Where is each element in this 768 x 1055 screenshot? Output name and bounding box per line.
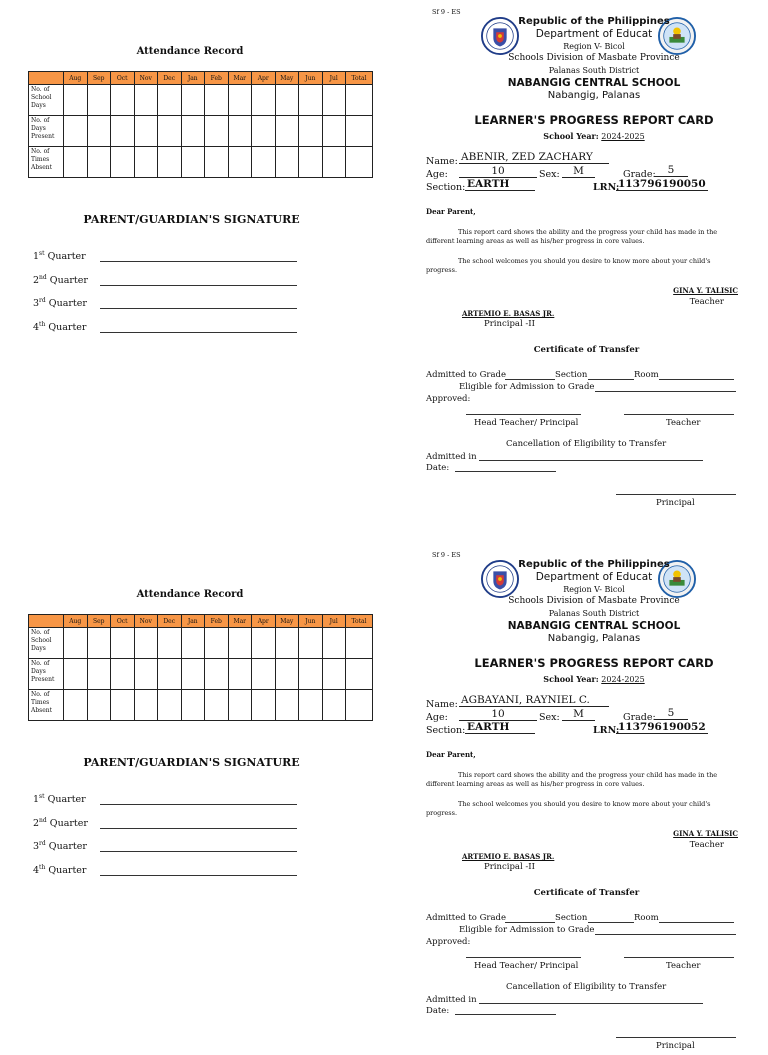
- attendance-cell[interactable]: [252, 690, 276, 721]
- admitted-grade-line[interactable]: [505, 379, 555, 380]
- quarter-label: [33, 793, 86, 805]
- attendance-cell[interactable]: [346, 659, 373, 690]
- month-header: Feb: [205, 72, 229, 85]
- letter-paragraph: [426, 771, 738, 789]
- quarter-suffix: th: [39, 321, 46, 328]
- room-label: Room: [634, 370, 659, 380]
- letter-paragraph-text: This report card shows the ability and the progress your child has made in the different learning areas as well as his/her progress in core values.: [426, 771, 718, 788]
- grade-label: Grade:: [623, 712, 656, 723]
- attendance-cell[interactable]: [322, 85, 346, 116]
- school-year-value: 2024-2025: [601, 132, 645, 141]
- table-row: [29, 116, 373, 147]
- month-header: Nov: [134, 72, 158, 85]
- attendance-cell[interactable]: [322, 147, 346, 178]
- table-row: [29, 85, 373, 116]
- transfer-teacher-label: Teacher: [666, 961, 701, 971]
- attendance-table: [28, 71, 373, 178]
- admitted-in-line[interactable]: [479, 460, 703, 461]
- attendance-cell[interactable]: [64, 85, 88, 116]
- total-header: Total: [346, 72, 373, 85]
- eligible-label: Eligible for Admission to Grade: [459, 925, 595, 935]
- section-line[interactable]: [588, 922, 634, 923]
- attendance-cell[interactable]: [205, 147, 229, 178]
- attendance-cell[interactable]: [322, 116, 346, 147]
- month-header: Feb: [205, 615, 229, 628]
- quarter-signature-line[interactable]: [100, 875, 297, 876]
- attendance-cell[interactable]: [346, 147, 373, 178]
- admitted-grade-line[interactable]: [505, 922, 555, 923]
- attendance-cell[interactable]: [87, 85, 111, 116]
- attendance-cell[interactable]: [275, 85, 299, 116]
- region-text: Region V- Bicol: [563, 585, 625, 594]
- quarter-number: 2: [33, 818, 40, 830]
- row-label: No. of School Days: [29, 85, 64, 116]
- row-label: No. of Days Present: [29, 116, 64, 147]
- division-text: Schools Division of Masbate Province: [508, 53, 680, 63]
- attendance-cell[interactable]: [134, 85, 158, 116]
- attendance-cell[interactable]: [228, 147, 252, 178]
- admitted-in-label: Admitted in: [426, 995, 477, 1005]
- attendance-cell[interactable]: [181, 690, 205, 721]
- teacher-signature-line[interactable]: [624, 957, 734, 958]
- section-line[interactable]: [588, 379, 634, 380]
- attendance-cell[interactable]: [299, 147, 323, 178]
- cancellation-title: Cancellation of Eligibility to Transfer: [506, 439, 667, 449]
- quarter-word: Quarter: [49, 275, 88, 287]
- quarter-number: 1: [33, 251, 40, 263]
- attendance-cell[interactable]: [158, 85, 182, 116]
- month-header: Aug: [64, 615, 88, 628]
- attendance-cell[interactable]: [275, 628, 299, 659]
- month-header: Sep: [87, 72, 111, 85]
- principal-role: Principal -II: [484, 319, 535, 329]
- month-header: Jul: [322, 72, 346, 85]
- form-code: Sf 9 - ES: [432, 8, 461, 16]
- quarter-number: 3: [33, 841, 40, 853]
- eligible-label: Eligible for Admission to Grade: [459, 382, 595, 392]
- attendance-cell[interactable]: [346, 85, 373, 116]
- attendance-cell[interactable]: [205, 628, 229, 659]
- admitted-grade-label: Admitted to Grade: [426, 370, 506, 380]
- head-teacher-label: Head Teacher/ Principal: [474, 961, 579, 971]
- section-label: Section:: [426, 725, 466, 736]
- month-header: Mar: [228, 72, 252, 85]
- attendance-cell[interactable]: [205, 690, 229, 721]
- principal-name: ARTEMIO E. BASAS JR.: [462, 852, 555, 861]
- student-sex: M: [562, 709, 595, 721]
- sex-label: Sex:: [539, 712, 560, 723]
- attendance-cell[interactable]: [111, 147, 135, 178]
- attendance-cell[interactable]: [134, 147, 158, 178]
- school-year: [424, 674, 764, 684]
- attendance-cell[interactable]: [64, 659, 88, 690]
- date-label: Date:: [426, 463, 450, 473]
- letter-paragraph: [426, 228, 738, 246]
- grade-label: Grade:: [623, 169, 656, 180]
- back-page: [0, 543, 384, 1055]
- attendance-cell[interactable]: [252, 85, 276, 116]
- student-sex: M: [562, 166, 595, 178]
- attendance-cell[interactable]: [87, 147, 111, 178]
- quarter-number: 4: [33, 322, 40, 334]
- month-header: May: [275, 615, 299, 628]
- school-year-label: School Year:: [543, 131, 599, 141]
- row-label: No. of Times Absent: [29, 147, 64, 178]
- attendance-header-row: [29, 72, 373, 85]
- attendance-cell[interactable]: [181, 116, 205, 147]
- row-label: No. of Times Absent: [29, 690, 64, 721]
- lrn-label: LRN:: [593, 182, 620, 193]
- teacher-name: GINA Y. TALISIC: [673, 829, 738, 838]
- date-line[interactable]: [455, 471, 556, 472]
- student-grade: 5: [654, 165, 688, 177]
- name-label: Name:: [426, 156, 458, 167]
- quarter-signature-line[interactable]: [100, 851, 297, 852]
- quarter-label: [33, 840, 87, 852]
- attendance-corner-cell: [29, 72, 64, 85]
- month-header: Jan: [181, 615, 205, 628]
- attendance-cell[interactable]: [299, 116, 323, 147]
- quarter-suffix: st: [39, 793, 45, 800]
- section-label: Section:: [426, 182, 466, 193]
- attendance-cell[interactable]: [134, 116, 158, 147]
- school-year-label: School Year:: [543, 674, 599, 684]
- report-card-title: LEARNER'S PROGRESS REPORT CARD: [474, 656, 714, 670]
- letter-paragraph: [426, 257, 738, 275]
- department-text: Department of Educat: [535, 28, 653, 40]
- table-row: [29, 659, 373, 690]
- quarter-suffix: st: [39, 250, 45, 257]
- attendance-cell[interactable]: [252, 147, 276, 178]
- quarter-signature-line[interactable]: [100, 308, 297, 309]
- attendance-cell[interactable]: [275, 659, 299, 690]
- month-header: Aug: [64, 72, 88, 85]
- month-header: Dec: [158, 72, 182, 85]
- attendance-cell[interactable]: [228, 690, 252, 721]
- attendance-cell[interactable]: [322, 628, 346, 659]
- certificate-title: Certificate of Transfer: [533, 345, 640, 355]
- attendance-table: [28, 614, 373, 721]
- eligible-line[interactable]: [595, 391, 736, 392]
- principal-role: Principal -II: [484, 862, 535, 872]
- attendance-cell[interactable]: [322, 690, 346, 721]
- quarter-word: Quarter: [48, 298, 87, 310]
- attendance-cell[interactable]: [275, 147, 299, 178]
- name-label: Name:: [426, 699, 458, 710]
- admitted-in-label: Admitted in: [426, 452, 477, 462]
- quarter-label: [33, 274, 88, 286]
- attendance-cell[interactable]: [205, 659, 229, 690]
- cancellation-principal-label: Principal: [656, 498, 695, 508]
- table-row: [29, 147, 373, 178]
- quarter-signature-line[interactable]: [100, 285, 297, 286]
- cancellation-title: Cancellation of Eligibility to Transfer: [506, 982, 667, 992]
- student-name: ABENIR, ZED ZACHARY: [459, 152, 609, 164]
- attendance-cell[interactable]: [134, 659, 158, 690]
- student-age: 10: [459, 166, 537, 178]
- student-section: EARTH: [465, 722, 535, 734]
- school-year-value: 2024-2025: [601, 675, 645, 684]
- attendance-cell[interactable]: [228, 628, 252, 659]
- front-page: [384, 543, 768, 1055]
- attendance-cell[interactable]: [111, 659, 135, 690]
- attendance-title: Attendance Record: [136, 589, 244, 600]
- quarter-signature-line[interactable]: [100, 804, 297, 805]
- quarter-label: [33, 250, 86, 262]
- attendance-cell[interactable]: [158, 116, 182, 147]
- month-header: Jun: [299, 615, 323, 628]
- principal-signature-line[interactable]: [616, 1037, 736, 1038]
- month-header: Apr: [252, 72, 276, 85]
- sex-label: Sex:: [539, 169, 560, 180]
- age-label: Age:: [426, 169, 448, 180]
- quarter-suffix: rd: [39, 297, 46, 304]
- quarter-word: Quarter: [48, 322, 87, 334]
- attendance-cell[interactable]: [346, 116, 373, 147]
- attendance-title: Attendance Record: [136, 46, 244, 57]
- attendance-cell[interactable]: [275, 690, 299, 721]
- row-label: No. of Days Present: [29, 659, 64, 690]
- letter-paragraph: [426, 800, 738, 818]
- quarter-number: 4: [33, 865, 40, 877]
- quarter-number: 3: [33, 298, 40, 310]
- lrn-label: LRN:: [593, 725, 620, 736]
- attendance-cell[interactable]: [205, 85, 229, 116]
- attendance-cell[interactable]: [87, 659, 111, 690]
- month-header: Sep: [87, 615, 111, 628]
- principal-signature-line[interactable]: [616, 494, 736, 495]
- attendance-cell[interactable]: [228, 85, 252, 116]
- attendance-corner-cell: [29, 615, 64, 628]
- teacher-signature-line[interactable]: [624, 414, 734, 415]
- quarter-label: [33, 817, 88, 829]
- quarter-signature-line[interactable]: [100, 828, 297, 829]
- cancellation-principal-label: Principal: [656, 1041, 695, 1051]
- month-header: Jun: [299, 72, 323, 85]
- attendance-cell[interactable]: [322, 659, 346, 690]
- school-address: Nabangig, Palanas: [547, 90, 641, 101]
- eligible-line[interactable]: [595, 934, 736, 935]
- month-header: Nov: [134, 615, 158, 628]
- quarter-word: Quarter: [47, 794, 86, 806]
- student-section: EARTH: [465, 179, 535, 191]
- letter-greeting: Dear Parent,: [426, 750, 476, 759]
- attendance-cell[interactable]: [64, 147, 88, 178]
- attendance-cell[interactable]: [346, 628, 373, 659]
- back-page: [0, 0, 384, 512]
- district-text: Palanas South District: [548, 609, 640, 618]
- quarter-word: Quarter: [47, 251, 86, 263]
- letter-paragraph-text: The school welcomes you should you desire to know more about your child's progress.: [426, 257, 711, 274]
- school-name: NABANGIG CENTRAL SCHOOL: [507, 77, 681, 89]
- student-lrn: 113796190052: [618, 721, 706, 733]
- date-line[interactable]: [455, 1014, 556, 1015]
- date-label: Date:: [426, 1006, 450, 1016]
- attendance-cell[interactable]: [158, 628, 182, 659]
- attendance-cell[interactable]: [181, 147, 205, 178]
- month-header: Mar: [228, 615, 252, 628]
- section-field-label: Section: [555, 913, 588, 923]
- republic-text: Republic of the Philippines: [518, 559, 670, 570]
- teacher-role: Teacher: [689, 297, 724, 307]
- form-code: Sf 9 - ES: [432, 551, 461, 559]
- attendance-cell[interactable]: [64, 628, 88, 659]
- attendance-cell[interactable]: [299, 85, 323, 116]
- quarter-word: Quarter: [48, 865, 87, 877]
- report-card: [0, 543, 768, 1055]
- quarter-label: [33, 321, 86, 333]
- teacher-role: Teacher: [689, 840, 724, 850]
- quarter-suffix: th: [39, 864, 46, 871]
- attendance-cell[interactable]: [181, 659, 205, 690]
- attendance-cell[interactable]: [181, 628, 205, 659]
- attendance-cell[interactable]: [158, 690, 182, 721]
- region-text: Region V- Bicol: [563, 42, 625, 51]
- head-teacher-label: Head Teacher/ Principal: [474, 418, 579, 428]
- district-text: Palanas South District: [548, 66, 640, 75]
- letter-paragraph-text: The school welcomes you should you desire to know more about your child's progress.: [426, 800, 711, 817]
- report-card-title: LEARNER'S PROGRESS REPORT CARD: [474, 113, 714, 127]
- admitted-in-line[interactable]: [479, 1003, 703, 1004]
- quarter-number: 2: [33, 275, 40, 287]
- attendance-cell[interactable]: [228, 659, 252, 690]
- signature-title: PARENT/GUARDIAN'S SIGNATURE: [83, 213, 300, 226]
- attendance-cell[interactable]: [299, 690, 323, 721]
- attendance-cell[interactable]: [299, 628, 323, 659]
- front-page: [384, 0, 768, 512]
- month-header: Dec: [158, 615, 182, 628]
- student-grade: 5: [654, 708, 688, 720]
- student-age: 10: [459, 709, 537, 721]
- head-signature-line[interactable]: [466, 414, 581, 415]
- table-row: [29, 628, 373, 659]
- report-card: [0, 0, 768, 512]
- school-name: NABANGIG CENTRAL SCHOOL: [507, 620, 681, 632]
- approved-label: Approved:: [426, 937, 471, 947]
- transfer-teacher-label: Teacher: [666, 418, 701, 428]
- total-header: Total: [346, 615, 373, 628]
- attendance-cell[interactable]: [181, 85, 205, 116]
- attendance-cell[interactable]: [87, 628, 111, 659]
- letter-paragraph-text: This report card shows the ability and the progress your child has made in the different learning areas as well as his/her progress in core values.: [426, 228, 718, 245]
- quarter-number: 1: [33, 794, 40, 806]
- school-year: [424, 131, 764, 141]
- attendance-cell[interactable]: [64, 116, 88, 147]
- quarter-label: [33, 864, 86, 876]
- month-header: May: [275, 72, 299, 85]
- attendance-cell[interactable]: [87, 690, 111, 721]
- quarter-word: Quarter: [48, 841, 87, 853]
- certificate-title: Certificate of Transfer: [533, 888, 640, 898]
- attendance-cell[interactable]: [158, 147, 182, 178]
- attendance-cell[interactable]: [205, 116, 229, 147]
- attendance-cell[interactable]: [134, 690, 158, 721]
- quarter-suffix: nd: [39, 274, 47, 281]
- signature-title: PARENT/GUARDIAN'S SIGNATURE: [83, 756, 300, 769]
- department-text: Department of Educat: [535, 571, 653, 583]
- room-line[interactable]: [659, 379, 734, 380]
- month-header: Apr: [252, 615, 276, 628]
- month-header: Oct: [111, 615, 135, 628]
- month-header: Oct: [111, 72, 135, 85]
- quarter-signature-line[interactable]: [100, 332, 297, 333]
- attendance-cell[interactable]: [346, 690, 373, 721]
- attendance-cell[interactable]: [299, 659, 323, 690]
- principal-name: ARTEMIO E. BASAS JR.: [462, 309, 555, 318]
- attendance-cell[interactable]: [228, 116, 252, 147]
- attendance-cell[interactable]: [158, 659, 182, 690]
- attendance-cell[interactable]: [252, 659, 276, 690]
- division-text: Schools Division of Masbate Province: [508, 596, 680, 606]
- attendance-cell[interactable]: [64, 690, 88, 721]
- republic-text: Republic of the Philippines: [518, 16, 670, 27]
- teacher-name: GINA Y. TALISIC: [673, 286, 738, 295]
- room-label: Room: [634, 913, 659, 923]
- month-header: Jul: [322, 615, 346, 628]
- attendance-header-row: [29, 615, 373, 628]
- attendance-cell[interactable]: [87, 116, 111, 147]
- student-name: AGBAYANI, RAYNIEL C.: [459, 695, 609, 707]
- attendance-cell[interactable]: [252, 116, 276, 147]
- row-label: No. of School Days: [29, 628, 64, 659]
- room-line[interactable]: [659, 922, 734, 923]
- letter-greeting: Dear Parent,: [426, 207, 476, 216]
- admitted-grade-label: Admitted to Grade: [426, 913, 506, 923]
- attendance-cell[interactable]: [134, 628, 158, 659]
- attendance-cell[interactable]: [111, 116, 135, 147]
- quarter-signature-line[interactable]: [100, 261, 297, 262]
- age-label: Age:: [426, 712, 448, 723]
- quarter-suffix: rd: [39, 840, 46, 847]
- attendance-cell[interactable]: [111, 690, 135, 721]
- table-row: [29, 690, 373, 721]
- section-field-label: Section: [555, 370, 588, 380]
- approved-label: Approved:: [426, 394, 471, 404]
- school-address: Nabangig, Palanas: [547, 633, 641, 644]
- quarter-suffix: nd: [39, 817, 47, 824]
- attendance-cell[interactable]: [275, 116, 299, 147]
- quarter-label: [33, 297, 87, 309]
- quarter-word: Quarter: [49, 818, 88, 830]
- student-lrn: 113796190050: [618, 178, 706, 190]
- attendance-cell[interactable]: [111, 628, 135, 659]
- month-header: Jan: [181, 72, 205, 85]
- head-signature-line[interactable]: [466, 957, 581, 958]
- attendance-cell[interactable]: [111, 85, 135, 116]
- attendance-cell[interactable]: [252, 628, 276, 659]
